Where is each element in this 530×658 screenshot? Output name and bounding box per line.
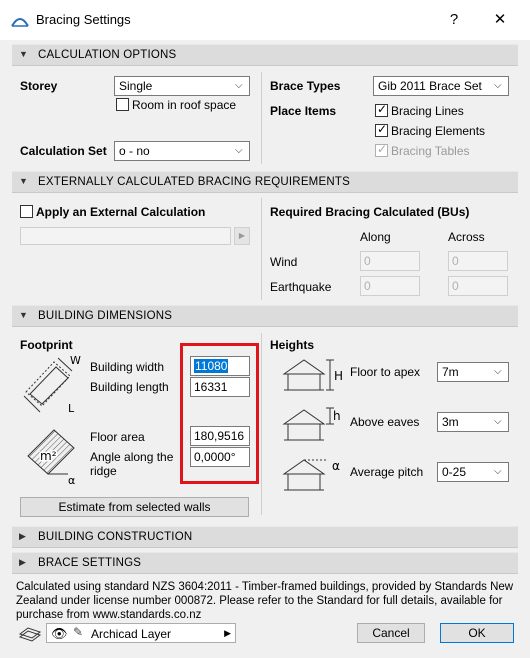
title-bar — [0, 0, 530, 40]
divider — [261, 198, 262, 300]
section-title: CALCULATION OPTIONS — [38, 49, 177, 61]
storey-value: Single — [119, 79, 153, 93]
house-eaves-icon — [280, 404, 344, 444]
chevron-down-icon: ⌵ — [235, 145, 243, 156]
eye-icon[interactable]: 👁 — [51, 626, 68, 641]
floor-area-label: Floor area — [90, 430, 145, 444]
earthquake-label: Earthquake — [270, 280, 332, 294]
layer-name: Archicad Layer — [91, 627, 172, 641]
building-width-label: Building width — [90, 360, 165, 374]
layers-icon — [18, 624, 42, 642]
section-building-dimensions[interactable] — [12, 305, 518, 327]
house-pitch-icon — [280, 454, 344, 494]
collapse-triangle-icon: ▼ — [19, 310, 28, 320]
diagram-h-small: h — [333, 409, 341, 423]
window-title: Bracing Settings — [36, 12, 131, 27]
chevron-right-icon: ▶ — [224, 628, 231, 638]
building-length-label: Building length — [90, 380, 169, 394]
section-title: BUILDING CONSTRUCTION — [38, 531, 193, 543]
room-in-roof-label: Room in roof space — [132, 98, 237, 112]
calc-set-value: o - no — [119, 144, 150, 158]
storey-select[interactable] — [114, 76, 250, 96]
brace-types-label: Brace Types — [270, 79, 341, 93]
floor-apex-select[interactable] — [437, 362, 509, 382]
section-building-construction[interactable] — [12, 526, 518, 548]
play-icon: ▶ — [234, 227, 250, 245]
cancel-button[interactable]: Cancel — [357, 623, 425, 643]
bracing-elements-label: Bracing Elements — [391, 124, 486, 138]
average-pitch-value: 0-25 — [442, 465, 467, 479]
eq-along-input: 0 — [360, 276, 420, 296]
eq-across-input: 0 — [448, 276, 508, 296]
bracing-lines-checkbox[interactable] — [375, 104, 388, 117]
above-eaves-label: Above eaves — [350, 415, 420, 429]
building-length-input[interactable]: 16331 — [190, 377, 250, 397]
section-brace-settings[interactable] — [12, 552, 518, 574]
floor-apex-label: Floor to apex — [350, 365, 421, 379]
storey-label: Storey — [20, 79, 58, 93]
across-label: Across — [448, 230, 485, 244]
calc-set-label: Calculation Set — [20, 144, 107, 158]
collapse-triangle-icon: ▼ — [19, 176, 28, 186]
chevron-down-icon: ⌵ — [494, 366, 502, 377]
apply-external-label: Apply an External Calculation — [36, 205, 206, 219]
wind-label: Wind — [270, 255, 298, 269]
standards-footnote: Calculated using standard NZS 3604:2011 - Timber-framed buildings, provided by Standards New Zealand under license number 000872. Please refer to the Standard for full details, available for purchase from www.standards.co.nz — [16, 581, 514, 621]
wind-across-input: 0 — [448, 251, 508, 271]
close-icon[interactable]: ✕ — [493, 11, 507, 28]
bracing-tables-label: Bracing Tables — [391, 144, 470, 158]
help-icon[interactable]: ? — [449, 11, 459, 28]
floor-area-input[interactable]: 180,9516 — [190, 426, 250, 446]
house-apex-icon — [280, 354, 344, 394]
required-bracing-label: Required Bracing Calculated (BUs) — [270, 205, 470, 219]
average-pitch-label: Average pitch — [350, 465, 424, 479]
pencil-icon[interactable]: ✎ — [73, 625, 84, 639]
chevron-down-icon: ⌵ — [235, 80, 243, 91]
brace-types-select[interactable] — [373, 76, 509, 96]
expand-triangle-icon: ▶ — [19, 531, 26, 541]
bracing-lines-label: Bracing Lines — [391, 104, 464, 118]
section-external-requirements[interactable] — [12, 171, 518, 193]
section-title: EXTERNALLY CALCULATED BRACING REQUIREMENTS — [38, 176, 350, 188]
diagram-alpha: α — [68, 474, 76, 486]
layer-select[interactable] — [46, 623, 236, 643]
wind-along-input: 0 — [360, 251, 420, 271]
floor-area-diagram-icon — [24, 422, 88, 486]
chevron-down-icon: ⌵ — [494, 466, 502, 477]
room-in-roof-checkbox[interactable] — [116, 98, 129, 111]
divider — [261, 72, 262, 164]
section-title: BUILDING DIMENSIONS — [38, 310, 173, 322]
along-label: Along — [360, 230, 391, 244]
diagram-h: H — [334, 369, 344, 383]
diagram-alpha-pitch: α — [332, 459, 340, 473]
section-title: BRACE SETTINGS — [38, 557, 142, 569]
bracing-tables-checkbox — [375, 144, 388, 157]
highlight-box — [180, 343, 259, 484]
external-file-input — [20, 227, 231, 245]
diagram-m2: m² — [40, 449, 57, 463]
apply-external-checkbox[interactable] — [20, 205, 33, 218]
chevron-down-icon: ⌵ — [494, 416, 502, 427]
angle-ridge-label: Angle along the ridge — [90, 450, 174, 478]
footprint-diagram-icon — [20, 352, 86, 418]
above-eaves-value: 3m — [442, 415, 459, 429]
app-icon — [10, 12, 30, 28]
diagram-w: W — [70, 354, 81, 367]
above-eaves-select[interactable] — [437, 412, 509, 432]
estimate-button[interactable]: Estimate from selected walls — [20, 497, 249, 517]
calc-set-select[interactable] — [114, 141, 250, 161]
floor-apex-value: 7m — [442, 365, 459, 379]
angle-ridge-input[interactable]: 0,0000° — [190, 447, 250, 467]
collapse-triangle-icon: ▼ — [19, 49, 28, 59]
diagram-l: L — [68, 402, 75, 415]
average-pitch-select[interactable] — [437, 462, 509, 482]
divider — [261, 333, 262, 515]
expand-triangle-icon: ▶ — [19, 557, 26, 567]
ok-button[interactable]: OK — [440, 623, 514, 643]
section-calculation-options[interactable] — [12, 44, 518, 66]
place-items-label: Place Items — [270, 104, 337, 118]
bracing-elements-checkbox[interactable] — [375, 124, 388, 137]
heights-label: Heights — [270, 338, 315, 352]
brace-types-value: Gib 2011 Brace Set — [378, 79, 482, 93]
chevron-down-icon: ⌵ — [494, 80, 502, 91]
footprint-label: Footprint — [20, 338, 73, 352]
building-width-value: 11080 — [195, 359, 228, 373]
